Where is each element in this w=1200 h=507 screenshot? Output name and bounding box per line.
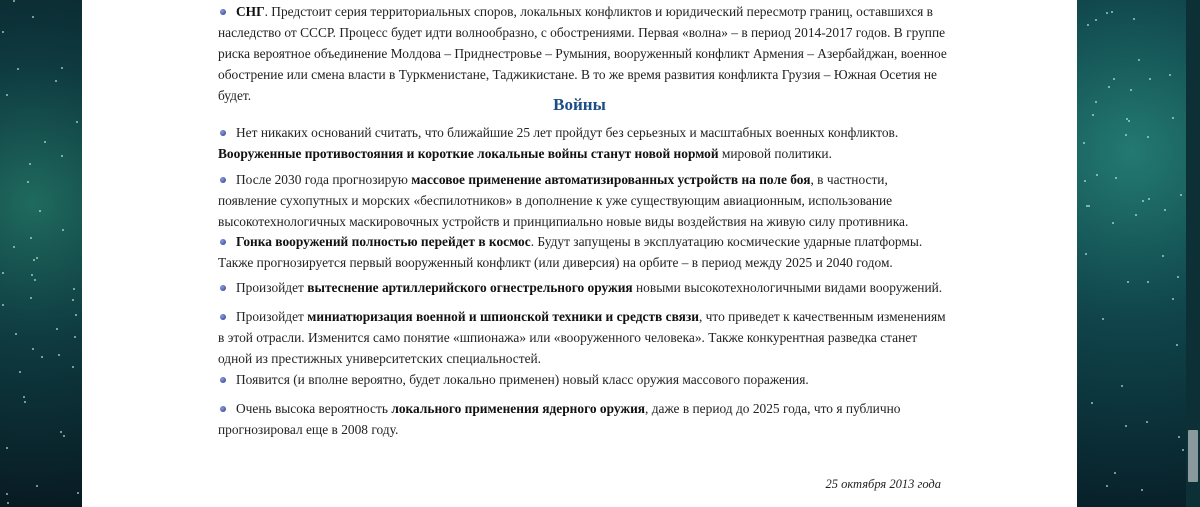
bullet-icon [220, 9, 226, 15]
article-date: 25 октября 2013 года [825, 477, 941, 491]
text: , что приведет к качественным изменениям в этой отрасли. Изменится само понятие «шпионажа» или «вооруженного человека». Также конкурентная разведка станет одной из престижных университетских специальностей. [218, 309, 946, 366]
star-decoration [1146, 421, 1148, 423]
star-decoration [58, 354, 60, 356]
star-decoration [1113, 78, 1115, 80]
list-item [218, 169, 948, 232]
text: Произойдет [236, 309, 308, 324]
star-decoration [77, 492, 79, 494]
star-decoration [27, 181, 29, 183]
bold-text: вытеснение артиллерийского огнестрельного оружия [307, 280, 633, 295]
list-item [218, 231, 948, 273]
list-item [218, 122, 948, 164]
star-decoration [29, 163, 31, 165]
background-right [1077, 0, 1186, 507]
text: Появится (и вполне вероятно, будет локально применен) новый класс оружия массового поражения. [236, 372, 809, 387]
star-decoration [76, 121, 78, 123]
bullet-icon [220, 177, 226, 183]
star-decoration [1083, 142, 1085, 144]
text: . Будут запущены в эксплуатацию космические ударные платформы. Также прогнозируется первый вооруженный конфликт (или диверсия) на орбите – в период между 2025 и 2040 годом. [218, 234, 923, 270]
star-decoration [1169, 74, 1171, 76]
star-decoration [1091, 402, 1093, 404]
star-decoration [74, 336, 76, 338]
star-decoration [61, 67, 63, 69]
star-decoration [1172, 298, 1174, 300]
text: , даже в период до 2025 года, что я публично прогнозировал еще в 2008 году. [218, 401, 901, 437]
list-item [218, 369, 948, 390]
star-decoration [1176, 344, 1178, 346]
star-decoration [1087, 24, 1089, 26]
star-decoration [1126, 118, 1128, 120]
bold-text: локального применения ядерного оружия [391, 401, 646, 416]
star-decoration [1125, 425, 1127, 427]
list-item-intro [218, 1, 948, 106]
text: После 2030 года прогнозирую [236, 172, 412, 187]
star-decoration [56, 328, 58, 330]
bullet-icon [220, 285, 226, 291]
star-decoration [1125, 134, 1127, 136]
bold-text: СНГ [236, 4, 265, 19]
background-left [0, 0, 82, 507]
star-decoration [1133, 18, 1135, 20]
text: , в частности, появление сухопутных и морских «беспилотников» в дополнение к уже существующим авиационным, использование высокотехнологичных маскировочных устройств и принципиально новые виды воздействия на живую силу противника. [218, 172, 909, 229]
bullet-icon [220, 239, 226, 245]
text: Нет никаких оснований считать, что ближайшие 25 лет пройдут без серьезных и масштабных военных конфликтов. [236, 125, 899, 140]
star-decoration [31, 274, 33, 276]
bullet-icon [220, 130, 226, 136]
text: мировой политики. [718, 146, 832, 161]
star-decoration [1172, 117, 1174, 119]
bold-text: миниатюризация военной и шпионской техники и средств связи [307, 309, 699, 324]
star-decoration [1138, 59, 1140, 61]
star-decoration [33, 259, 35, 261]
star-decoration [1127, 281, 1129, 283]
star-decoration [1147, 136, 1149, 138]
star-decoration [61, 155, 63, 157]
bold-text: Вооруженные противостояния и короткие локальные войны станут новой нормой [218, 146, 719, 161]
star-decoration [1121, 385, 1123, 387]
text: Очень высока вероятность [236, 401, 392, 416]
text: новыми высокотехнологичными видами вооружений. [632, 280, 943, 295]
bullet-icon [220, 314, 226, 320]
star-decoration [1114, 472, 1116, 474]
bullet-icon [220, 377, 226, 383]
list-item [218, 398, 948, 440]
text: . Предстоит серия территориальных споров, локальных конфликтов и юридический пересмотр границ, оставшихся в наследство от СССР. Процесс будет идти волнообразно, с обострениями. Первая «волна» – в период 2014-2017 годов. В группе риска вероятное объединение Молдова – Приднестровье – Румыния, вооруженный конфликт Армения – Азербайджан, военное обострение или смена власти в Туркменистане, Таджикистане. В то же время развития конфликта Грузия – Южная Осетия не будет. [218, 4, 947, 103]
star-decoration [1149, 78, 1151, 80]
bold-text: Гонка вооружений полностью перейдет в космос [236, 234, 531, 249]
star-decoration [72, 299, 74, 301]
star-decoration [1092, 114, 1094, 116]
bullet-icon [220, 406, 226, 412]
scrollbar[interactable] [1186, 0, 1200, 507]
star-decoration [1147, 281, 1149, 283]
section-heading: Войны [553, 95, 606, 114]
star-decoration [62, 229, 64, 231]
list-item [218, 277, 948, 298]
star-decoration [1135, 214, 1137, 216]
scrollbar-thumb[interactable] [1188, 430, 1198, 482]
list-item [218, 306, 948, 369]
bold-text: массовое применение автоматизированных устройств на поле боя [411, 172, 811, 187]
article-content [82, 0, 1077, 507]
text: Произойдет [236, 280, 308, 295]
star-decoration [30, 297, 32, 299]
star-decoration [1106, 485, 1108, 487]
